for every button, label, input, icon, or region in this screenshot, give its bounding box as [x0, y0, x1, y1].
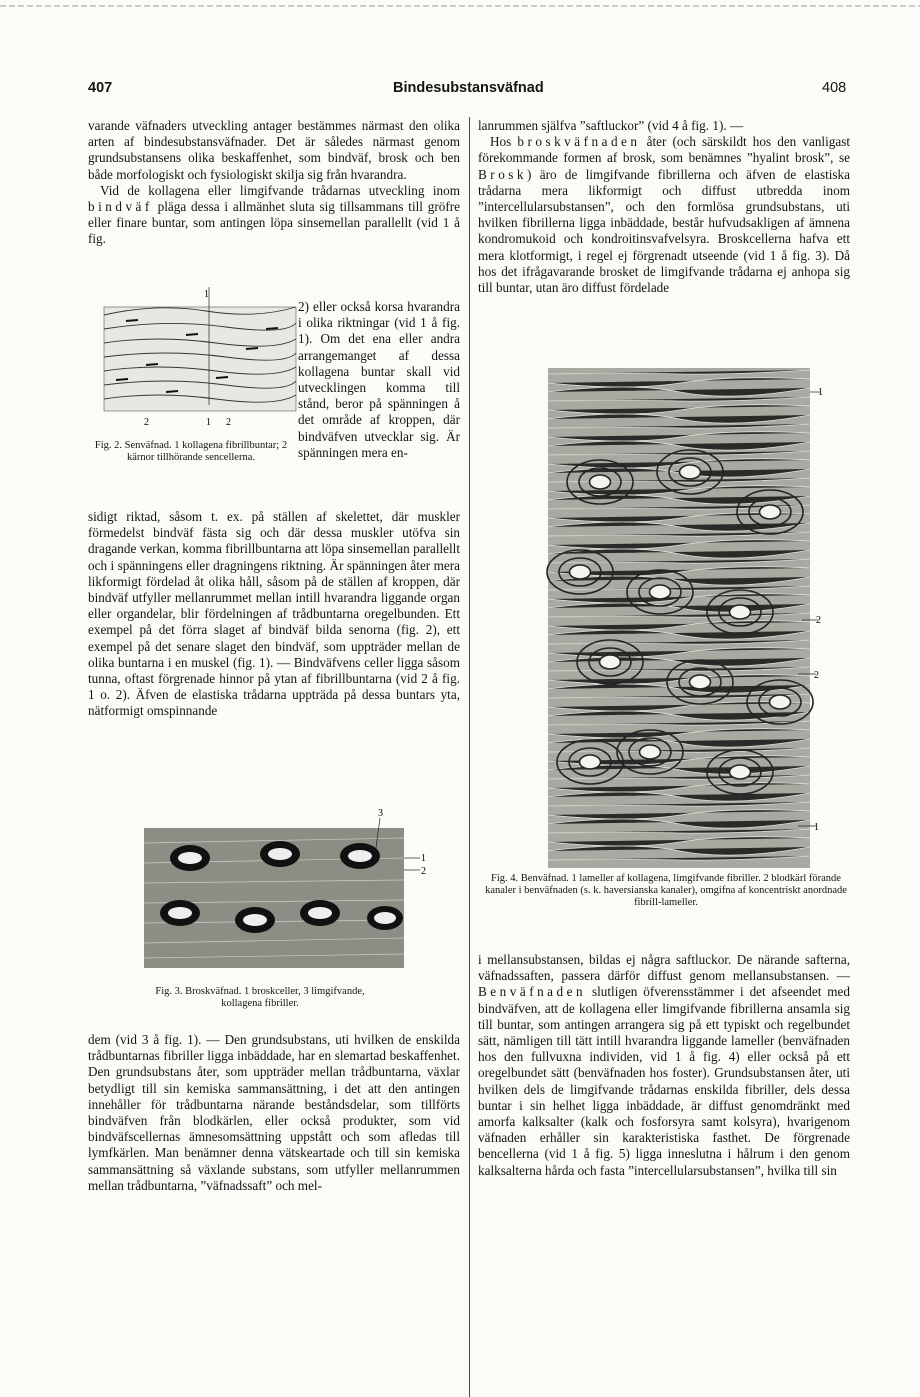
figure-3-caption: Fig. 3. Broskväfnad. 1 broskceller, 3 limgifvande, kollagena fibriller.	[155, 986, 365, 1009]
fig3-label-1: 1	[421, 853, 426, 864]
left-p2-text-b: pläga dessa i allmänhet sluta sig tillsammans till gröfre eller finare buntar, som antingen löpa sinsemellan parallellt (vid 1 å fig.	[88, 199, 460, 247]
left-paragraph-3: dem (vid 3 å fig. 1). — Den grundsubstans, uti hvilken de enskilda trådbuntarnas fibriller ligga inbäddade, har en slemartad beskaffenhet. Den grundsubstans åter, som uppträder mellan trådbuntarna, växlar betydligt till sin kemiska sammansättning, i det att den antingen innehåller för trådbuntarna närande beståndsdelar, som tillförts bindväfven från blodkärlen, eller också produkter, som vid bindväfscellernas ämnesomsättning uppstått och som afledas till lymfkärlen. Man benämner denna vätskeartade och till sin kemiska sammansättning så växlande substans, som utfyller mellanrummen mellan trådbuntarna, ”väfnadssaft” och mel-	[88, 1032, 460, 1193]
fig4-haversian-ring	[770, 695, 791, 709]
right-column-top	[478, 118, 850, 296]
running-title: Bindesubstansväfnad	[393, 80, 544, 96]
right-paragraph-1: lanrummen själfva ”saftluckor” (vid 4 å fig. 1). —	[478, 118, 744, 133]
fig2-label-2-left: 2	[144, 417, 149, 428]
left-column-bottom	[88, 1032, 460, 1194]
figure-4-caption: Fig. 4. Benväfnad. 1 lameller af kollagena, limgifvande fibriller. 2 blodkärl förande kanaler i benväfnaden (s. k. haversianska kanaler), omgifna af koncentriskt anordnade fibrill-lameller.	[485, 873, 847, 908]
fig2-label-1-top: 1	[204, 289, 209, 300]
left-paragraph-2-start	[88, 183, 460, 248]
figure-4-bone-illustration	[540, 362, 830, 872]
term-benvafnaden: Benväfnaden	[478, 984, 587, 1000]
left-paragraph-2-end: sidigt riktad, såsom t. ex. på ställen af skelettet, där muskler förmedelst bindväf fästa sig och där dessa muskler utöfva sin dragande verkan, komma fibrillbuntarna att löpa sinsemellan parallellt och i spänningens eller dragningens riktning. Är spänningen åter mera likformigt fördelad åt olika håll, såsom på de ställen af kroppen, där bindväf utfyller mellanrummet mellan intill hvarandra liggande organ eller organdelar, blir fördelningen af trådbuntarna oregelbunden. Ett exempel på det förra slaget af bindväf bilda senorna (fig. 2), ett exempel på det senare slaget den bindväf, som uppträder mellan de olika buntarna i en muskel (fig. 1). — Bindväfvens celler ligga såsom tunna, oftast förgrenade hinnor på ytan af fibrillbuntarna (vid 2 å fig. 1 o. 2). Äfven de elastiska trådarna uppträda på dessa buntars yta, nätformigt omspinnande	[88, 509, 460, 719]
fig4-haversian-ring	[760, 505, 781, 519]
right-paragraph-3	[478, 952, 850, 1179]
fig4-label-2-lower: 2	[814, 670, 819, 681]
figure-3-cartilage-illustration	[140, 808, 430, 978]
term-broskvafnaden: broskväfnaden	[517, 134, 641, 150]
figure-2-tendon-illustration	[96, 285, 296, 430]
fig3-label-2: 2	[421, 866, 426, 877]
left-paragraph-1: varande väfnaders utveckling antager bestämmes närmast den olika arten af bindesubstansväfnader. Det är således närmast genom grundsubstansens olika beskaffenhet, som bindväf, brosk och ben både morfologiskt och fysiologiskt skilja sig från hvarandra.	[88, 118, 460, 182]
ref-brosk: Brosk	[478, 166, 528, 182]
page-number-left: 407	[88, 80, 113, 96]
right-p2-text-b: åter (och särskildt hos den vanligast förekommande formen af brosk, som benämnes ”hyalint brosk”, se	[478, 134, 850, 166]
right-p2-text-a: Hos	[490, 134, 518, 150]
fig4-haversian-ring	[650, 585, 671, 599]
left-column-middle	[88, 509, 460, 720]
fig4-label-1-top: 1	[818, 387, 823, 398]
fig4-haversian-ring	[730, 765, 751, 779]
left-column-top	[88, 118, 460, 248]
fig4-haversian-ring	[570, 565, 591, 579]
fig4-haversian-ring	[640, 745, 661, 759]
fig4-haversian-ring	[590, 475, 611, 489]
fig4-label-2-upper: 2	[816, 615, 821, 626]
top-edge-line	[0, 5, 920, 7]
fig4-haversian-ring	[600, 655, 621, 669]
fig4-label-1-bottom: 1	[814, 822, 819, 833]
fig4-haversian-ring	[680, 465, 701, 479]
fig3-label-3: 3	[378, 808, 383, 819]
right-p3-text-b: slutligen öfverensstämmer i det afseendet med bindväfven, att de kollagena eller limgifvande fibrillerna ansamla sig till buntar, som antingen arrangera sig på ett typiskt och regelbundet sätt, nämligen till tätt intill hvarandra liggande lameller (benväfnaden hos den fullvuxna individen, vid 1 å fig. 4) eller också på ett oregelbundet sätt (benväfnaden hos foster). Grundsubstansen åter, uti hvilken dels de limgifvande trådarnas enskilda fibriller, dels dessa buntar i sin helhet ligga inbäddade, är diffust genomdränkt med amorfa kalksalter (kalk och fosforsyra samt kolsyra), hvarigenom väfnaden erhåller sin karakteristiska fasthet. De förgrenade bencellerna (vid 1 å fig. 5) ligga inneslutna i hålrum i den genom kalksalterna hårda och fasta ”intercellularsubstansen”, hvilka till sin	[478, 984, 850, 1178]
right-p2-text-c: ) äro de limgifvande fibrillerna och äfven de elastiska trådarna mera likformigt och diffust utbredda inom ”intercellularsubstansen”, och den formlösa grundsubstans, uti hvilken fibrillerna ligga inbäddade, består hufvudsakligen af ämnena kondromukoid och kondroitinsvafvelsyra. Broskcellerna hafva ett mera klotformigt, i regel ej förgrenadt utseende (vid 1 å fig. 3). Då hos det ifrågavarande brosket de limgifvande trådarna ej anhopa sig till buntar, utan äro diffust fördelade	[478, 166, 850, 296]
fig2-label-1-bottom: 1	[206, 417, 211, 428]
right-p3-text-a: i mellansubstansen, bildas ej några saftluckor. De närande safterna, väfnadssaften, passera därför diffust genom mellansubstansen. —	[478, 952, 850, 984]
fig4-haversian-ring	[690, 675, 711, 689]
right-paragraph-2	[478, 134, 850, 296]
fig4-haversian-ring	[580, 755, 601, 769]
figure-2-caption: Fig. 2. Senväfnad. 1 kollagena fibrillbuntar; 2 kärnor tillhörande sencellerna.	[94, 440, 288, 463]
term-bindvaf: bindväf	[88, 199, 153, 215]
right-column-bottom	[478, 952, 850, 1179]
left-wrap-text: 2) eller också korsa hvarandra i olika riktningar (vid 1 å fig. 1). Om det ena eller andra arrangemanget af dessa kollagena buntar skall vid utvecklingen komma till stånd, beror på spänningen å det område af kroppen, där bindväfven utvecklar sig. Är spänningen mera en-	[298, 299, 460, 460]
fig2-label-2-bottom: 2	[226, 417, 231, 428]
column-divider	[469, 117, 470, 1397]
left-p2-text-a: Vid de kollagena eller limgifvande trådarnas utveckling inom	[100, 182, 460, 198]
page-number-right: 408	[822, 80, 847, 96]
fig4-haversian-ring	[730, 605, 751, 619]
